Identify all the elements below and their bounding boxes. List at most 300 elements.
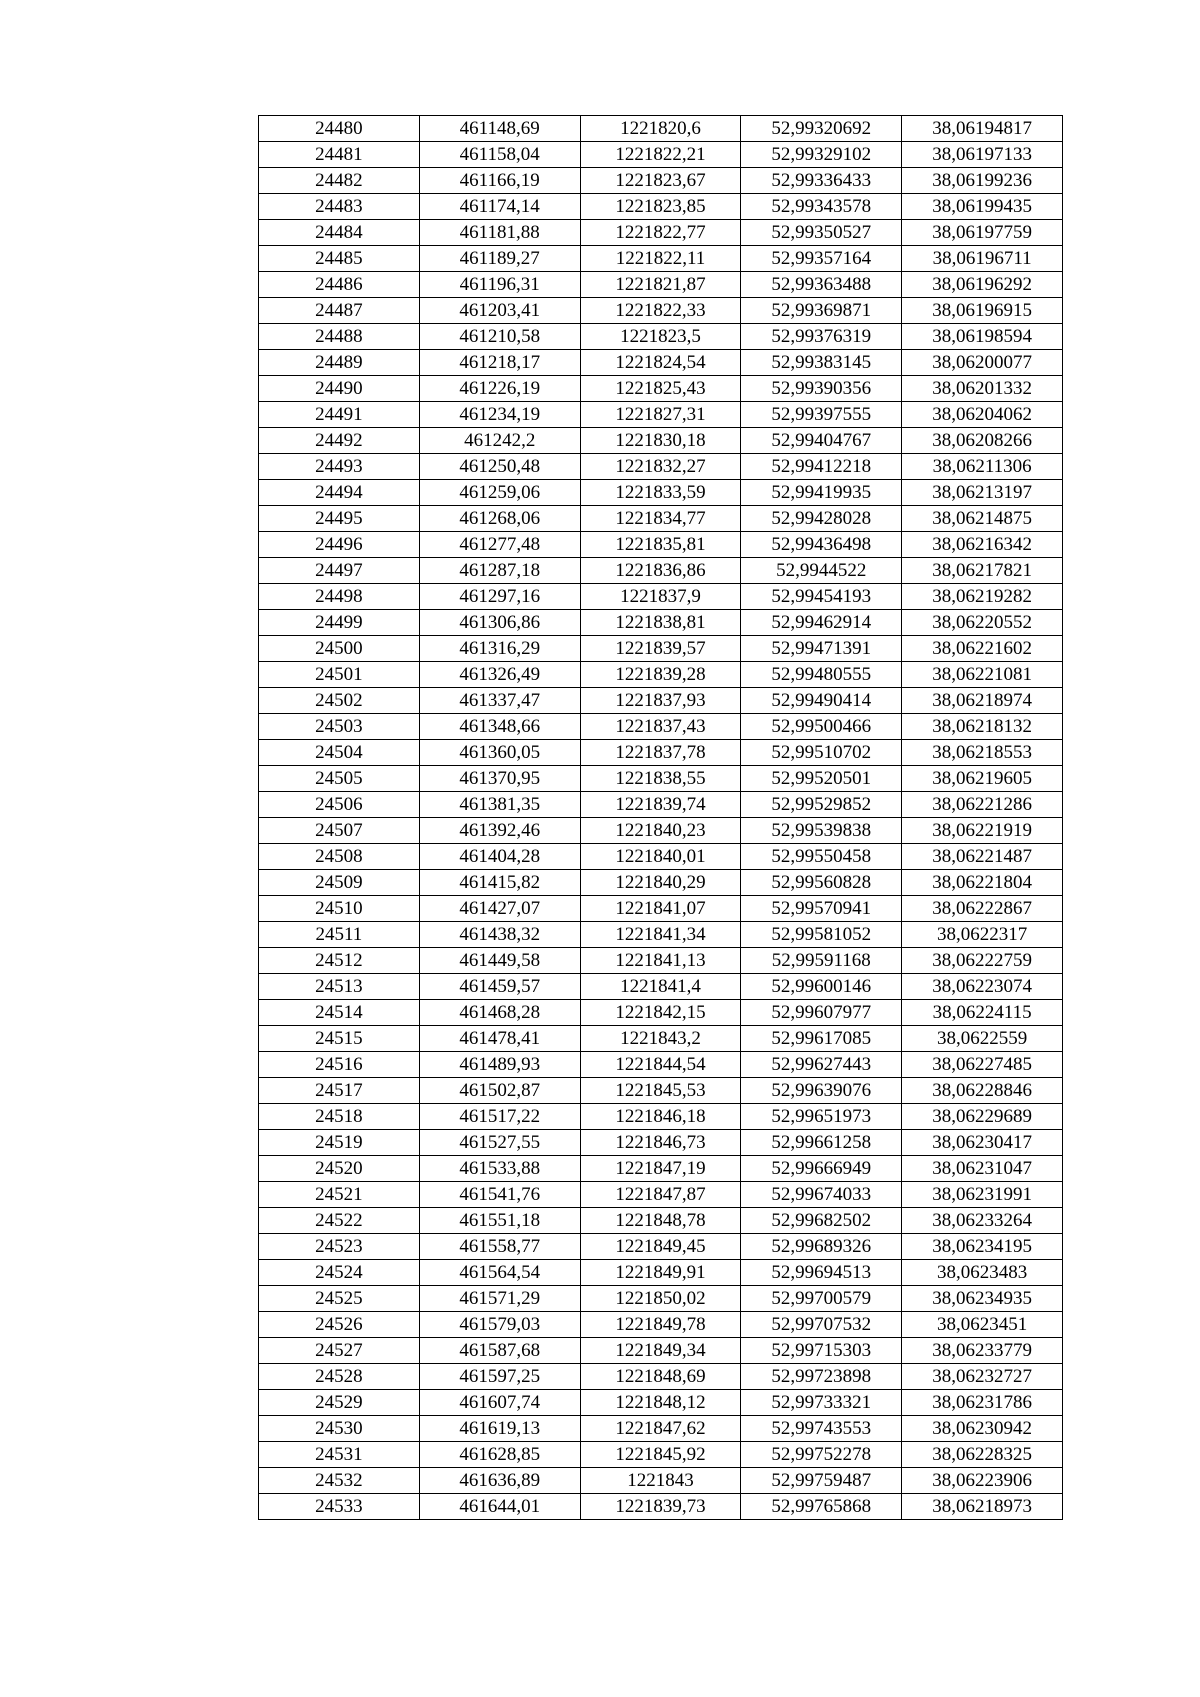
- y-coordinate-cell: 1221837,93: [580, 688, 741, 714]
- table-row: [259, 506, 1063, 532]
- table-row: [259, 1052, 1063, 1078]
- latitude-cell: 52,99591168: [741, 948, 902, 974]
- longitude-cell: 38,06218553: [902, 740, 1063, 766]
- table-row: [259, 1442, 1063, 1468]
- latitude-cell: 52,99752278: [741, 1442, 902, 1468]
- x-coordinate-cell: 461517,22: [419, 1104, 580, 1130]
- longitude-cell: 38,06218132: [902, 714, 1063, 740]
- y-coordinate-cell: 1221846,18: [580, 1104, 741, 1130]
- x-coordinate-cell: 461360,05: [419, 740, 580, 766]
- longitude-cell: 38,06204062: [902, 402, 1063, 428]
- table-row: [259, 1026, 1063, 1052]
- table-row: [259, 1208, 1063, 1234]
- longitude-cell: 38,06224115: [902, 1000, 1063, 1026]
- longitude-cell: 38,06196915: [902, 298, 1063, 324]
- y-coordinate-cell: 1221847,19: [580, 1156, 741, 1182]
- y-coordinate-cell: 1221843: [580, 1468, 741, 1494]
- table-row: [259, 298, 1063, 324]
- longitude-cell: 38,0623483: [902, 1260, 1063, 1286]
- y-coordinate-cell: 1221823,67: [580, 168, 741, 194]
- x-coordinate-cell: 461571,29: [419, 1286, 580, 1312]
- x-coordinate-cell: 461210,58: [419, 324, 580, 350]
- point-number-cell: 24497: [259, 558, 420, 584]
- point-number-cell: 24509: [259, 870, 420, 896]
- x-coordinate-cell: 461234,19: [419, 402, 580, 428]
- longitude-cell: 38,06199435: [902, 194, 1063, 220]
- table-row: [259, 974, 1063, 1000]
- point-number-cell: 24480: [259, 116, 420, 142]
- longitude-cell: 38,06233264: [902, 1208, 1063, 1234]
- latitude-cell: 52,99539838: [741, 818, 902, 844]
- latitude-cell: 52,99570941: [741, 896, 902, 922]
- point-number-cell: 24492: [259, 428, 420, 454]
- point-number-cell: 24519: [259, 1130, 420, 1156]
- latitude-cell: 52,99560828: [741, 870, 902, 896]
- x-coordinate-cell: 461644,01: [419, 1494, 580, 1520]
- x-coordinate-cell: 461196,31: [419, 272, 580, 298]
- longitude-cell: 38,06197759: [902, 220, 1063, 246]
- point-number-cell: 24495: [259, 506, 420, 532]
- x-coordinate-cell: 461148,69: [419, 116, 580, 142]
- table-row: [259, 1390, 1063, 1416]
- table-row: [259, 1494, 1063, 1520]
- table-row: [259, 142, 1063, 168]
- y-coordinate-cell: 1221838,81: [580, 610, 741, 636]
- latitude-cell: 52,99550458: [741, 844, 902, 870]
- point-number-cell: 24499: [259, 610, 420, 636]
- longitude-cell: 38,06231786: [902, 1390, 1063, 1416]
- x-coordinate-cell: 461619,13: [419, 1416, 580, 1442]
- x-coordinate-cell: 461242,2: [419, 428, 580, 454]
- table-row: [259, 1364, 1063, 1390]
- point-number-cell: 24508: [259, 844, 420, 870]
- y-coordinate-cell: 1221841,13: [580, 948, 741, 974]
- y-coordinate-cell: 1221822,77: [580, 220, 741, 246]
- x-coordinate-cell: 461607,74: [419, 1390, 580, 1416]
- y-coordinate-cell: 1221848,69: [580, 1364, 741, 1390]
- latitude-cell: 52,99581052: [741, 922, 902, 948]
- point-number-cell: 24526: [259, 1312, 420, 1338]
- x-coordinate-cell: 461337,47: [419, 688, 580, 714]
- x-coordinate-cell: 461181,88: [419, 220, 580, 246]
- x-coordinate-cell: 461533,88: [419, 1156, 580, 1182]
- latitude-cell: 52,99320692: [741, 116, 902, 142]
- longitude-cell: 38,06219605: [902, 766, 1063, 792]
- y-coordinate-cell: 1221841,34: [580, 922, 741, 948]
- latitude-cell: 52,99723898: [741, 1364, 902, 1390]
- table-row: [259, 636, 1063, 662]
- y-coordinate-cell: 1221849,78: [580, 1312, 741, 1338]
- point-number-cell: 24527: [259, 1338, 420, 1364]
- table-row: [259, 324, 1063, 350]
- longitude-cell: 38,0622559: [902, 1026, 1063, 1052]
- x-coordinate-cell: 461259,06: [419, 480, 580, 506]
- x-coordinate-cell: 461404,28: [419, 844, 580, 870]
- latitude-cell: 52,99694513: [741, 1260, 902, 1286]
- latitude-cell: 52,99369871: [741, 298, 902, 324]
- y-coordinate-cell: 1221839,28: [580, 662, 741, 688]
- point-number-cell: 24518: [259, 1104, 420, 1130]
- table-row: [259, 168, 1063, 194]
- longitude-cell: 38,06216342: [902, 532, 1063, 558]
- longitude-cell: 38,06214875: [902, 506, 1063, 532]
- table-row: [259, 1130, 1063, 1156]
- table-row: [259, 688, 1063, 714]
- x-coordinate-cell: 461527,55: [419, 1130, 580, 1156]
- point-number-cell: 24531: [259, 1442, 420, 1468]
- longitude-cell: 38,06196711: [902, 246, 1063, 272]
- latitude-cell: 52,99480555: [741, 662, 902, 688]
- table-row: [259, 1000, 1063, 1026]
- point-number-cell: 24532: [259, 1468, 420, 1494]
- point-number-cell: 24488: [259, 324, 420, 350]
- x-coordinate-cell: 461392,46: [419, 818, 580, 844]
- longitude-cell: 38,06231047: [902, 1156, 1063, 1182]
- y-coordinate-cell: 1221833,59: [580, 480, 741, 506]
- point-number-cell: 24485: [259, 246, 420, 272]
- longitude-cell: 38,06223906: [902, 1468, 1063, 1494]
- table-row: [259, 1286, 1063, 1312]
- point-number-cell: 24524: [259, 1260, 420, 1286]
- x-coordinate-cell: 461579,03: [419, 1312, 580, 1338]
- point-number-cell: 24502: [259, 688, 420, 714]
- longitude-cell: 38,06217821: [902, 558, 1063, 584]
- y-coordinate-cell: 1221843,2: [580, 1026, 741, 1052]
- latitude-cell: 52,99454193: [741, 584, 902, 610]
- latitude-cell: 52,99682502: [741, 1208, 902, 1234]
- point-number-cell: 24500: [259, 636, 420, 662]
- latitude-cell: 52,99639076: [741, 1078, 902, 1104]
- coordinates-table-body: [259, 116, 1063, 1520]
- latitude-cell: 52,99666949: [741, 1156, 902, 1182]
- table-row: [259, 350, 1063, 376]
- longitude-cell: 38,06221286: [902, 792, 1063, 818]
- point-number-cell: 24506: [259, 792, 420, 818]
- latitude-cell: 52,99627443: [741, 1052, 902, 1078]
- y-coordinate-cell: 1221823,85: [580, 194, 741, 220]
- x-coordinate-cell: 461449,58: [419, 948, 580, 974]
- point-number-cell: 24517: [259, 1078, 420, 1104]
- y-coordinate-cell: 1221841,4: [580, 974, 741, 1000]
- latitude-cell: 52,99343578: [741, 194, 902, 220]
- longitude-cell: 38,06220552: [902, 610, 1063, 636]
- y-coordinate-cell: 1221839,74: [580, 792, 741, 818]
- point-number-cell: 24503: [259, 714, 420, 740]
- y-coordinate-cell: 1221837,9: [580, 584, 741, 610]
- y-coordinate-cell: 1221849,45: [580, 1234, 741, 1260]
- latitude-cell: 52,99617085: [741, 1026, 902, 1052]
- y-coordinate-cell: 1221837,78: [580, 740, 741, 766]
- longitude-cell: 38,06230942: [902, 1416, 1063, 1442]
- x-coordinate-cell: 461348,66: [419, 714, 580, 740]
- table-row: [259, 246, 1063, 272]
- latitude-cell: 52,99404767: [741, 428, 902, 454]
- longitude-cell: 38,06234195: [902, 1234, 1063, 1260]
- latitude-cell: 52,99412218: [741, 454, 902, 480]
- point-number-cell: 24533: [259, 1494, 420, 1520]
- y-coordinate-cell: 1221832,27: [580, 454, 741, 480]
- table-row: [259, 1338, 1063, 1364]
- latitude-cell: 52,99765868: [741, 1494, 902, 1520]
- y-coordinate-cell: 1221841,07: [580, 896, 741, 922]
- table-row: [259, 870, 1063, 896]
- latitude-cell: 52,99759487: [741, 1468, 902, 1494]
- latitude-cell: 52,99661258: [741, 1130, 902, 1156]
- y-coordinate-cell: 1221842,15: [580, 1000, 741, 1026]
- y-coordinate-cell: 1221845,53: [580, 1078, 741, 1104]
- longitude-cell: 38,06221487: [902, 844, 1063, 870]
- latitude-cell: 52,99390356: [741, 376, 902, 402]
- y-coordinate-cell: 1221839,57: [580, 636, 741, 662]
- point-number-cell: 24491: [259, 402, 420, 428]
- y-coordinate-cell: 1221825,43: [580, 376, 741, 402]
- point-number-cell: 24496: [259, 532, 420, 558]
- longitude-cell: 38,06200077: [902, 350, 1063, 376]
- latitude-cell: 52,99689326: [741, 1234, 902, 1260]
- longitude-cell: 38,06230417: [902, 1130, 1063, 1156]
- x-coordinate-cell: 461268,06: [419, 506, 580, 532]
- point-number-cell: 24493: [259, 454, 420, 480]
- point-number-cell: 24484: [259, 220, 420, 246]
- x-coordinate-cell: 461438,32: [419, 922, 580, 948]
- y-coordinate-cell: 1221840,01: [580, 844, 741, 870]
- x-coordinate-cell: 461287,18: [419, 558, 580, 584]
- longitude-cell: 38,06231991: [902, 1182, 1063, 1208]
- x-coordinate-cell: 461326,49: [419, 662, 580, 688]
- point-number-cell: 24481: [259, 142, 420, 168]
- table-row: [259, 922, 1063, 948]
- table-row: [259, 818, 1063, 844]
- y-coordinate-cell: 1221822,21: [580, 142, 741, 168]
- latitude-cell: 52,99607977: [741, 1000, 902, 1026]
- x-coordinate-cell: 461218,17: [419, 350, 580, 376]
- point-number-cell: 24510: [259, 896, 420, 922]
- point-number-cell: 24486: [259, 272, 420, 298]
- x-coordinate-cell: 461636,89: [419, 1468, 580, 1494]
- table-row: [259, 1234, 1063, 1260]
- table-row: [259, 948, 1063, 974]
- y-coordinate-cell: 1221847,87: [580, 1182, 741, 1208]
- x-coordinate-cell: 461551,18: [419, 1208, 580, 1234]
- longitude-cell: 38,06221919: [902, 818, 1063, 844]
- y-coordinate-cell: 1221848,12: [580, 1390, 741, 1416]
- x-coordinate-cell: 461541,76: [419, 1182, 580, 1208]
- table-row: [259, 584, 1063, 610]
- table-row: [259, 480, 1063, 506]
- point-number-cell: 24530: [259, 1416, 420, 1442]
- y-coordinate-cell: 1221838,55: [580, 766, 741, 792]
- point-number-cell: 24494: [259, 480, 420, 506]
- x-coordinate-cell: 461597,25: [419, 1364, 580, 1390]
- longitude-cell: 38,06199236: [902, 168, 1063, 194]
- table-row: [259, 766, 1063, 792]
- table-row: [259, 194, 1063, 220]
- x-coordinate-cell: 461489,93: [419, 1052, 580, 1078]
- point-number-cell: 24507: [259, 818, 420, 844]
- x-coordinate-cell: 461370,95: [419, 766, 580, 792]
- y-coordinate-cell: 1221847,62: [580, 1416, 741, 1442]
- point-number-cell: 24525: [259, 1286, 420, 1312]
- y-coordinate-cell: 1221821,87: [580, 272, 741, 298]
- table-row: [259, 1416, 1063, 1442]
- table-row: [259, 558, 1063, 584]
- longitude-cell: 38,06194817: [902, 116, 1063, 142]
- table-row: [259, 610, 1063, 636]
- x-coordinate-cell: 461468,28: [419, 1000, 580, 1026]
- x-coordinate-cell: 461203,41: [419, 298, 580, 324]
- longitude-cell: 38,06221081: [902, 662, 1063, 688]
- latitude-cell: 52,99715303: [741, 1338, 902, 1364]
- longitude-cell: 38,06208266: [902, 428, 1063, 454]
- y-coordinate-cell: 1221848,78: [580, 1208, 741, 1234]
- y-coordinate-cell: 1221850,02: [580, 1286, 741, 1312]
- table-row: [259, 740, 1063, 766]
- y-coordinate-cell: 1221845,92: [580, 1442, 741, 1468]
- longitude-cell: 38,06228846: [902, 1078, 1063, 1104]
- point-number-cell: 24513: [259, 974, 420, 1000]
- latitude-cell: 52,99462914: [741, 610, 902, 636]
- point-number-cell: 24529: [259, 1390, 420, 1416]
- latitude-cell: 52,9944522: [741, 558, 902, 584]
- point-number-cell: 24512: [259, 948, 420, 974]
- table-row: [259, 532, 1063, 558]
- y-coordinate-cell: 1221849,34: [580, 1338, 741, 1364]
- point-number-cell: 24501: [259, 662, 420, 688]
- point-number-cell: 24504: [259, 740, 420, 766]
- table-row: [259, 454, 1063, 480]
- x-coordinate-cell: 461189,27: [419, 246, 580, 272]
- y-coordinate-cell: 1221844,54: [580, 1052, 741, 1078]
- y-coordinate-cell: 1221840,23: [580, 818, 741, 844]
- longitude-cell: 38,06222867: [902, 896, 1063, 922]
- point-number-cell: 24483: [259, 194, 420, 220]
- longitude-cell: 38,06211306: [902, 454, 1063, 480]
- longitude-cell: 38,06229689: [902, 1104, 1063, 1130]
- latitude-cell: 52,99707532: [741, 1312, 902, 1338]
- point-number-cell: 24505: [259, 766, 420, 792]
- latitude-cell: 52,99336433: [741, 168, 902, 194]
- y-coordinate-cell: 1221827,31: [580, 402, 741, 428]
- y-coordinate-cell: 1221824,54: [580, 350, 741, 376]
- y-coordinate-cell: 1221837,43: [580, 714, 741, 740]
- longitude-cell: 38,06228325: [902, 1442, 1063, 1468]
- latitude-cell: 52,99520501: [741, 766, 902, 792]
- latitude-cell: 52,99428028: [741, 506, 902, 532]
- y-coordinate-cell: 1221840,29: [580, 870, 741, 896]
- longitude-cell: 38,06219282: [902, 584, 1063, 610]
- longitude-cell: 38,06232727: [902, 1364, 1063, 1390]
- x-coordinate-cell: 461316,29: [419, 636, 580, 662]
- latitude-cell: 52,99363488: [741, 272, 902, 298]
- point-number-cell: 24511: [259, 922, 420, 948]
- y-coordinate-cell: 1221839,73: [580, 1494, 741, 1520]
- table-row: [259, 844, 1063, 870]
- x-coordinate-cell: 461166,19: [419, 168, 580, 194]
- y-coordinate-cell: 1221822,11: [580, 246, 741, 272]
- longitude-cell: 38,06201332: [902, 376, 1063, 402]
- longitude-cell: 38,06218974: [902, 688, 1063, 714]
- table-row: [259, 1182, 1063, 1208]
- longitude-cell: 38,06221602: [902, 636, 1063, 662]
- point-number-cell: 24487: [259, 298, 420, 324]
- x-coordinate-cell: 461564,54: [419, 1260, 580, 1286]
- longitude-cell: 38,06198594: [902, 324, 1063, 350]
- point-number-cell: 24482: [259, 168, 420, 194]
- point-number-cell: 24498: [259, 584, 420, 610]
- x-coordinate-cell: 461459,57: [419, 974, 580, 1000]
- y-coordinate-cell: 1221822,33: [580, 298, 741, 324]
- x-coordinate-cell: 461628,85: [419, 1442, 580, 1468]
- x-coordinate-cell: 461297,16: [419, 584, 580, 610]
- table-row: [259, 376, 1063, 402]
- point-number-cell: 24521: [259, 1182, 420, 1208]
- point-number-cell: 24522: [259, 1208, 420, 1234]
- table-row: [259, 428, 1063, 454]
- latitude-cell: 52,99510702: [741, 740, 902, 766]
- x-coordinate-cell: 461415,82: [419, 870, 580, 896]
- table-row: [259, 220, 1063, 246]
- table-row: [259, 1260, 1063, 1286]
- latitude-cell: 52,99436498: [741, 532, 902, 558]
- table-row: [259, 402, 1063, 428]
- longitude-cell: 38,06233779: [902, 1338, 1063, 1364]
- x-coordinate-cell: 461502,87: [419, 1078, 580, 1104]
- latitude-cell: 52,99600146: [741, 974, 902, 1000]
- table-row: [259, 714, 1063, 740]
- x-coordinate-cell: 461174,14: [419, 194, 580, 220]
- point-number-cell: 24520: [259, 1156, 420, 1182]
- longitude-cell: 38,06222759: [902, 948, 1063, 974]
- x-coordinate-cell: 461381,35: [419, 792, 580, 818]
- x-coordinate-cell: 461558,77: [419, 1234, 580, 1260]
- x-coordinate-cell: 461277,48: [419, 532, 580, 558]
- y-coordinate-cell: 1221830,18: [580, 428, 741, 454]
- latitude-cell: 52,99529852: [741, 792, 902, 818]
- point-number-cell: 24515: [259, 1026, 420, 1052]
- y-coordinate-cell: 1221836,86: [580, 558, 741, 584]
- latitude-cell: 52,99397555: [741, 402, 902, 428]
- point-number-cell: 24490: [259, 376, 420, 402]
- x-coordinate-cell: 461427,07: [419, 896, 580, 922]
- latitude-cell: 52,99471391: [741, 636, 902, 662]
- y-coordinate-cell: 1221820,6: [580, 116, 741, 142]
- y-coordinate-cell: 1221846,73: [580, 1130, 741, 1156]
- table-row: [259, 1468, 1063, 1494]
- latitude-cell: 52,99743553: [741, 1416, 902, 1442]
- point-number-cell: 24489: [259, 350, 420, 376]
- longitude-cell: 38,06227485: [902, 1052, 1063, 1078]
- x-coordinate-cell: 461226,19: [419, 376, 580, 402]
- x-coordinate-cell: 461587,68: [419, 1338, 580, 1364]
- latitude-cell: 52,99329102: [741, 142, 902, 168]
- latitude-cell: 52,99674033: [741, 1182, 902, 1208]
- point-number-cell: 24528: [259, 1364, 420, 1390]
- table-row: [259, 116, 1063, 142]
- latitude-cell: 52,99350527: [741, 220, 902, 246]
- longitude-cell: 38,06221804: [902, 870, 1063, 896]
- point-number-cell: 24516: [259, 1052, 420, 1078]
- longitude-cell: 38,06234935: [902, 1286, 1063, 1312]
- table-row: [259, 272, 1063, 298]
- x-coordinate-cell: 461478,41: [419, 1026, 580, 1052]
- y-coordinate-cell: 1221834,77: [580, 506, 741, 532]
- latitude-cell: 52,99357164: [741, 246, 902, 272]
- table-row: [259, 1104, 1063, 1130]
- longitude-cell: 38,0623451: [902, 1312, 1063, 1338]
- longitude-cell: 38,06213197: [902, 480, 1063, 506]
- table-row: [259, 1312, 1063, 1338]
- latitude-cell: 52,99490414: [741, 688, 902, 714]
